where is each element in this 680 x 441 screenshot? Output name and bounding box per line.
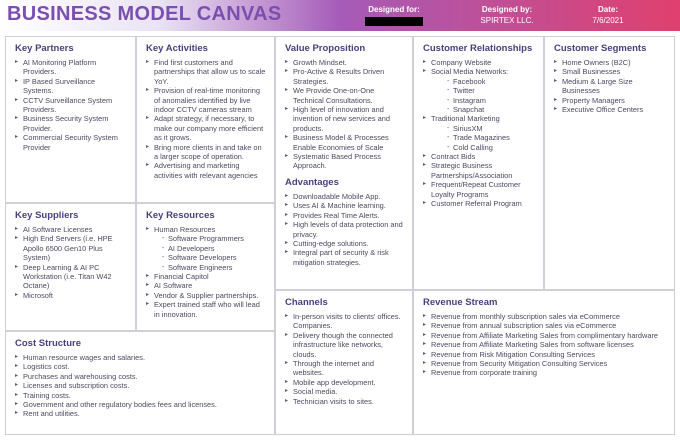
list-item: ▸ Vendor & Supplier partnerships. [146, 291, 266, 300]
key-resources-title: Key Resources [146, 210, 215, 221]
list-item: ▸ Strategic Business Partnerships/Association [423, 161, 535, 180]
list-subitem: - Trade Magazines [423, 133, 535, 142]
list-item: ▸ Logistics cost. [15, 362, 266, 371]
list-item: ▸ Small Businesses [554, 67, 666, 76]
list-item: ▸ Mobile app development. [285, 378, 404, 387]
customer-relationships-section [413, 36, 544, 290]
list-item: ▸ Business Security System Provider. [15, 114, 127, 133]
list-item: ▸ Integral part of security & risk mitigation strategies. [285, 248, 404, 267]
customer-relationships-title: Customer Relationships [423, 43, 533, 54]
key-activities-title: Key Activities [146, 43, 208, 54]
list-item: ▸ Social Media Networks: [423, 67, 535, 76]
list-item: ▸ Technician visits to sites. [285, 397, 404, 406]
list-item: ▸ We Provide One-on-One Technical Consultations. [285, 86, 404, 105]
list-item: ▸ Frequent/Repeat Customer Loyalty Programs [423, 180, 535, 199]
list-item: ▸ Through the internet and websites. [285, 359, 404, 378]
list-item: ▸ Revenue from Affiliate Marketing Sales from complimentary hardware [423, 331, 666, 340]
list-item: ▸ Provision of real-time monitoring of anomalies identified by live indoor CCTV cameras stream [146, 86, 266, 114]
list-item: ▸ Human resource wages and salaries. [15, 353, 266, 362]
list-item: ▸ Pro-Active & Results Driven Strategies. [285, 67, 404, 86]
list-item: ▸ Revenue from Security Mitigation Consulting Services [423, 359, 666, 368]
list-subitem: - Software Developers [146, 253, 266, 262]
list-item: ▸ High levels of data protection and privacy. [285, 220, 404, 239]
list-item: ▸ Microsoft [15, 291, 127, 300]
customer-segments-title: Customer Segments [554, 43, 647, 54]
list-item: ▸ Social media. [285, 387, 404, 396]
list-item: ▸ AI Software [146, 281, 266, 290]
list-item: ▸ Home Owners (B2C) [554, 58, 666, 67]
advantages-title: Advantages [285, 176, 339, 188]
list-item: ▸ Financial Capitol [146, 272, 266, 281]
list-item: ▸ Advertising and marketing activities with relevant agencies [146, 161, 266, 180]
list-subitem: - AI Developers [146, 244, 266, 253]
list-item: ▸ Business Model & Processes Enable Economies of Scale [285, 133, 404, 152]
list-subitem: - Cold Calling [423, 143, 535, 152]
value-proposition-title: Value Proposition [285, 43, 366, 54]
date-label: Date: [597, 5, 618, 14]
key-suppliers-title: Key Suppliers [15, 210, 79, 221]
list-item: ▸ Rent and utilities. [15, 409, 266, 418]
value-proposition-section [275, 36, 413, 290]
list-subitem: - SiriusXM [423, 124, 535, 133]
list-item: ▸ Revenue from Risk Mitigation Consulting Services [423, 350, 666, 359]
list-item: ▸ Downloadable Mobile App. [285, 192, 404, 201]
cost-structure-section [5, 331, 275, 435]
list-subitem: - Software Programmers [146, 234, 266, 243]
list-item: ▸ Contract Bids [423, 152, 535, 161]
revenue-stream-title: Revenue Stream [423, 297, 498, 308]
list-item: ▸ In-person visits to clients' offices. Companies. [285, 312, 404, 331]
list-item: ▸ Find first customers and partnerships that allow us to scale YoY. [146, 58, 266, 86]
key-resources-section [136, 203, 275, 331]
list-item: ▸ Revenue from corporate training [423, 368, 666, 377]
list-item: ▸ High End Servers (i.e. HPE Apollo 6500 Gen10 Plus System) [15, 234, 127, 262]
list-subitem: - Twitter [423, 86, 535, 95]
list-item: ▸ Government and other regulatory bodies fees and licenses. [15, 400, 266, 409]
list-subitem: - Software Engineers [146, 263, 266, 272]
list-item: ▸ Revenue from Affiliate Marketing Sales from software licenses [423, 340, 666, 349]
list-item: ▸ Commercial Security System Provider [15, 133, 127, 152]
list-item: ▸ AI Monitoring Platform Providers. [15, 58, 127, 77]
list-item: ▸ Property Managers [554, 96, 666, 105]
designed-by-label: Designed by: [481, 5, 533, 14]
redacted-client-name [365, 17, 423, 26]
key-activities-section [136, 36, 275, 203]
revenue-stream-section [413, 290, 675, 435]
channels-title: Channels [285, 297, 328, 308]
list-item: ▸ Revenue from annual subscription sales via eCommerce [423, 321, 666, 330]
list-item: ▸ Uses AI & Machine learning. [285, 201, 404, 210]
list-item: ▸ Cutting-edge solutions. [285, 239, 404, 248]
header-banner [0, 0, 680, 31]
list-item: ▸ Human Resources [146, 225, 266, 234]
date-value: 7/6/2021 [592, 16, 624, 25]
list-item: ▸ Adapt strategy, if necessary, to make our company more efficient as it grows. [146, 114, 266, 142]
list-item: ▸ Delivery though the connected infrastructure like networks, clouds. [285, 331, 404, 359]
list-item: ▸ Training costs. [15, 391, 266, 400]
list-item: ▸ Growth Mindset. [285, 58, 404, 67]
key-partners-title: Key Partners [15, 43, 74, 54]
list-item: ▸ Deep Learning & AI PC Workstation (i.e. Titan W42 Octane) [15, 263, 127, 291]
list-item: ▸ Systematic Based Process Approach. [285, 152, 404, 171]
list-subitem: - Instagram [423, 96, 535, 105]
list-subitem: - Facebook [423, 77, 535, 86]
list-item: ▸ Medium & Large Size Businesses [554, 77, 666, 96]
list-item: ▸ Company Website [423, 58, 535, 67]
list-item: ▸ High level of innovation and invention of new services and products. [285, 105, 404, 133]
list-item: ▸ Expert trained staff who will lead in innovation. [146, 300, 266, 319]
key-partners-section [5, 36, 136, 203]
list-item: ▸ AI Software Licenses [15, 225, 127, 234]
list-item: ▸ Traditional Marketing [423, 114, 535, 123]
list-item: ▸ Bring more clients in and take on a larger scope of operation. [146, 143, 266, 162]
channels-section [275, 290, 413, 435]
page-title: BUSINESS MODEL CANVAS [7, 3, 282, 25]
designed-by-value: SPIRTEX LLC. [480, 16, 534, 25]
list-item: ▸ Customer Referral Program [423, 199, 535, 208]
list-item: ▸ IP Based Surveillance Systems. [15, 77, 127, 96]
cost-structure-title: Cost Structure [15, 338, 81, 349]
list-item: ▸ Purchases and warehousing costs. [15, 372, 266, 381]
list-item: ▸ Revenue from monthly subscription sales via eCommerce [423, 312, 666, 321]
list-item: ▸ Executive Office Centers [554, 105, 666, 114]
list-subitem: - Snapchat [423, 105, 535, 114]
list-item: ▸ CCTV Surveillance System Providers. [15, 96, 127, 115]
key-suppliers-section [5, 203, 136, 331]
list-item: ▸ Licenses and subscription costs. [15, 381, 266, 390]
list-item: ▸ Provides Real Time Alerts. [285, 211, 404, 220]
customer-segments-section [544, 36, 675, 290]
designed-for-label: Designed for: [368, 5, 420, 14]
